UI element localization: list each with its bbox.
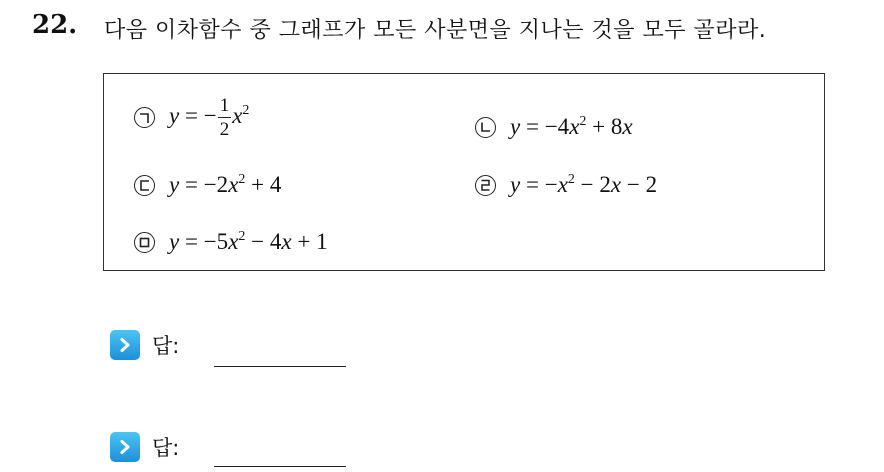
question-text: 다음 이차함수 중 그래프가 모든 사분면을 지나는 것을 모두 골라라. — [104, 18, 767, 43]
answer-blank-2[interactable] — [214, 466, 346, 467]
hangul-marker-nieun-icon — [475, 117, 496, 138]
choice-4 — [475, 172, 657, 198]
chevron-right-icon — [110, 432, 140, 462]
hangul-marker-giyeok-icon — [134, 107, 155, 128]
answer-row-2 — [110, 432, 179, 462]
equation-5: $y = -5x^2 - 4x + 1$ — [169, 229, 328, 254]
answer-label: 답: — [152, 334, 180, 358]
answer-label: 답: — [152, 436, 180, 460]
answer-blank-1[interactable] — [214, 366, 346, 367]
chevron-right-icon — [110, 330, 140, 360]
equation-3: $y = -2x^2 + 4$ — [169, 172, 282, 197]
choice-3 — [134, 172, 281, 198]
answer-row-1 — [110, 330, 179, 360]
choices-box — [103, 73, 825, 271]
choice-5 — [134, 229, 328, 255]
choice-2 — [475, 114, 633, 140]
equation-2: $y = -4x^2 + 8x$ — [510, 114, 633, 139]
fraction: $\frac{1}{2}$ — [219, 95, 230, 140]
hangul-marker-mieum-icon — [134, 232, 155, 253]
equation-4: $y = -x^2 - 2x - 2$ — [510, 172, 658, 197]
hangul-marker-rieul-icon — [475, 175, 496, 196]
equation-1: y = − $\frac{1}{2}$ $x^2$ — [169, 95, 250, 140]
question-number: 22. — [32, 10, 78, 40]
hangul-marker-digeut-icon — [134, 175, 155, 196]
choice-1 — [134, 96, 249, 139]
